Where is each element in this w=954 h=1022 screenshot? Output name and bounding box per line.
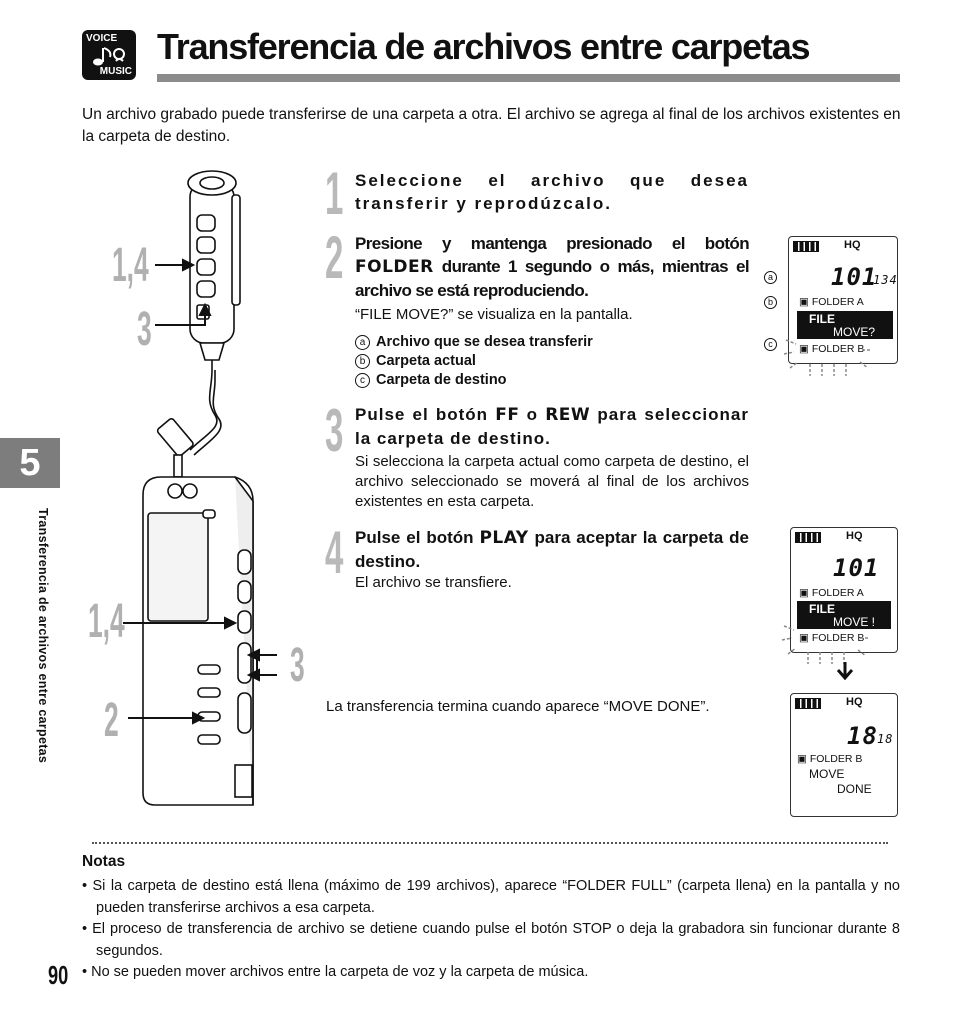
step-number-2: 2 (325, 224, 344, 291)
title-underline (157, 74, 900, 82)
lcd-quality: HQ (846, 696, 863, 708)
folder-icon: ▣ (799, 296, 812, 308)
voice-music-logo (82, 30, 136, 80)
notes-divider (92, 842, 888, 844)
folder-icon: ▣ (797, 753, 810, 765)
chapter-number: 5 (19, 441, 41, 484)
notes-list (82, 876, 900, 984)
lcd-file-number: 101 (831, 263, 878, 291)
transfer-done-text: La transferencia termina cuando aparece “MOVE DONE”. (326, 698, 710, 715)
folder-button-name: FOLDER (355, 257, 434, 277)
blink-rays-icon (780, 612, 872, 670)
legend-item: b Carpeta actual (355, 352, 593, 371)
legend-item: c Carpeta de destino (355, 371, 593, 390)
lcd-file-total: 134 (873, 273, 898, 287)
voice-recorder-body (143, 477, 253, 805)
play-button-name: PLAY (479, 528, 529, 548)
lcd-pointer-b: b (764, 296, 777, 309)
lcd-folder-b: ▣ FOLDER B (797, 753, 863, 765)
page-title: Transferencia de archivos entre carpetas (157, 26, 810, 67)
step-4-body: El archivo se transfiere. (355, 574, 512, 591)
lcd-quality: HQ (846, 530, 863, 542)
rew-button-name: REW (545, 405, 591, 425)
step-2-legend (355, 333, 593, 390)
step-number-4: 4 (325, 519, 344, 586)
callout-label-2: 2 (104, 694, 119, 747)
step-2-heading: Presione y mantenga presionado el botón FOLDER durante 1 segundo o más, mientras el archivo se está reproduciendo. (355, 234, 749, 300)
list-item: • Si la carpeta de destino está llena (máximo de 199 archivos), aparece “FOLDER FULL” (carpeta llena) en la pantalla y no pueden transferirse archivos a esa carpeta. (82, 878, 900, 916)
folder-icon: ▣ (799, 587, 812, 599)
lcd-file-move-highlight: FILE MOVE? (797, 311, 893, 339)
lcd-folder-b: ▣ FOLDER B (799, 343, 865, 355)
lcd-file-total: 18 (877, 732, 894, 746)
microphone-icon (156, 171, 240, 489)
lcd-pointer-a: a (764, 271, 777, 284)
logo-music-label: MUSIC (99, 66, 132, 77)
step-2-body: “FILE MOVE?” se visualiza en la pantalla. (355, 306, 633, 323)
step-4-heading: Pulse el botón PLAY para aceptar la carpeta de destino. (355, 528, 749, 571)
list-item: • El proceso de transferencia de archivo se detiene cuando pulse el botón STOP o deja la grabadora sin funcionar durante 8 segundos. (82, 921, 900, 959)
lcd-folder-b: ▣ FOLDER B (799, 632, 865, 644)
blink-rays-icon (782, 320, 874, 378)
lcd-file-number: 101 (833, 554, 880, 582)
lcd-folder-a: ▣ FOLDER A (799, 587, 864, 599)
battery-icon (795, 532, 821, 543)
folder-icon: ▣ (799, 343, 812, 355)
chapter-side-label: Transferencia de archivos entre carpetas (36, 508, 50, 764)
lcd-display-move-done (790, 693, 898, 817)
lcd-quality: HQ (844, 239, 861, 251)
callout-label-3-bottom: 3 (290, 639, 305, 692)
step-number-3: 3 (325, 397, 344, 464)
callout-label-1-4-bottom: 1,4 (88, 595, 125, 648)
lcd-move-label: MOVE (809, 767, 845, 781)
step-number-1: 1 (325, 160, 344, 227)
page-number: 90 (48, 960, 69, 990)
ff-button-name: FF (495, 405, 520, 425)
music-note-icon (90, 46, 128, 66)
lcd-done-label: DONE (837, 782, 872, 796)
step-3-body: Si selecciona la carpeta actual como carpeta de destino, el archivo seleccionado se moverá al final de los archivos existentes en esta carpeta. (355, 453, 749, 510)
callout-label-1-4-top: 1,4 (112, 239, 149, 292)
legend-item: a Archivo que se desea transferir (355, 333, 593, 352)
list-item: • No se pueden mover archivos entre la carpeta de voz y la carpeta de música. (82, 964, 589, 980)
lcd-pointer-c: c (764, 338, 777, 351)
lcd-file-move-highlight: FILE MOVE ! (797, 601, 891, 629)
lcd-file-number: 18 (847, 722, 878, 750)
battery-icon (795, 698, 821, 709)
step-1-heading: Seleccione el archivo que desea transferir y reprodúzcalo. (355, 171, 749, 213)
battery-icon (793, 241, 819, 252)
intro-paragraph: Un archivo grabado puede transferirse de una carpeta a otra. El archivo se agrega al final de los archivos existentes en la carpeta de destino. (82, 106, 901, 145)
callout-label-3-top: 3 (137, 303, 152, 356)
step-3-heading: Pulse el botón FF o REW para seleccionar la carpeta de destino. (355, 405, 749, 448)
logo-voice-label: VOICE (86, 33, 118, 44)
lcd-folder-a: ▣ FOLDER A (799, 296, 864, 308)
notes-title: Notas (82, 853, 126, 870)
folder-icon: ▣ (799, 632, 812, 644)
chapter-tab (0, 438, 60, 488)
arrow-down-icon (834, 660, 856, 682)
